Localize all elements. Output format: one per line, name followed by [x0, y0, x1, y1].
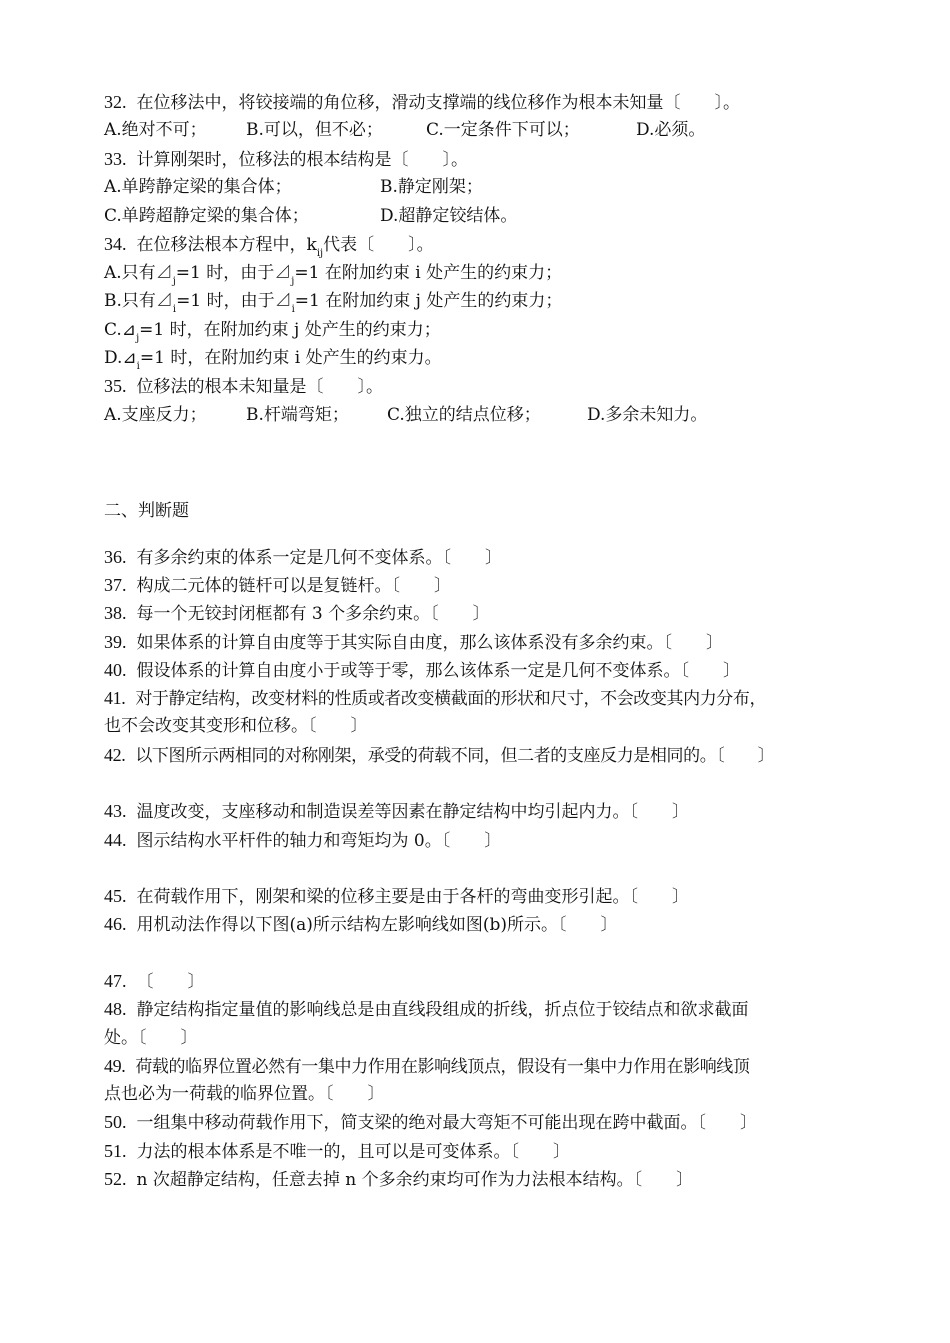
question-number: 38.: [104, 603, 127, 623]
question-43: [104, 797, 689, 825]
question-number: 36.: [104, 547, 127, 567]
question-34: [104, 230, 434, 258]
option-c: C.单跨超静定梁的集合体；: [104, 206, 309, 226]
question-52: [104, 1165, 693, 1193]
option-b: B.可以，但不必；: [246, 120, 383, 140]
section-title: 二、判断题: [104, 501, 189, 521]
subscript: ij: [316, 248, 324, 259]
question-48: [104, 995, 749, 1023]
question-text: 如果体系的计算自由度等于其实际自由度，那么该体系没有多余约束。〔 〕: [136, 633, 723, 653]
option-text: A.只有⊿: [104, 263, 173, 283]
question-32: [104, 88, 740, 116]
question-text: 静定结构指定量值的影响线总是由直线段组成的折线，折点位于铰结点和欲求截面: [136, 1000, 749, 1020]
question-text: 力法的根本体系是不唯一的，且可以是可变体系。〔 〕: [136, 1142, 570, 1162]
question-number: 34.: [104, 234, 127, 254]
question-number: 49.: [104, 1056, 126, 1076]
question-text: 有多余约束的体系一定是几何不变体系。〔 〕: [136, 548, 502, 568]
question-number: 32.: [104, 92, 127, 112]
question-text: 在荷载作用下，刚架和梁的位移主要是由于各杆的弯曲变形引起。〔 〕: [136, 887, 689, 907]
option-text: C.⊿: [104, 320, 137, 340]
question-48-continued: [104, 1024, 198, 1052]
question-36: [104, 543, 502, 571]
question-number: 39.: [104, 632, 127, 652]
option-text: B.只有⊿: [104, 291, 173, 311]
question-41: [104, 684, 766, 712]
option-text: =1 时，由于⊿: [175, 263, 292, 283]
option-a: A.单跨静定梁的集合体；: [104, 177, 292, 197]
question-49-continued: [104, 1080, 385, 1108]
question-number: 42.: [104, 745, 126, 765]
question-text: 也不会改变其变形和位移。〔 〕: [104, 716, 368, 736]
question-text: 〔 〕: [136, 972, 205, 992]
question-number: 50.: [104, 1112, 127, 1132]
question-50: [104, 1108, 757, 1136]
question-51: [104, 1137, 570, 1165]
subscript: i: [291, 304, 295, 315]
question-number: 35.: [104, 376, 127, 396]
question-32-options: [104, 116, 705, 144]
question-33-options-1: [104, 173, 483, 201]
question-45: [104, 882, 689, 910]
question-number: 47.: [104, 971, 127, 991]
option-text: =1 时，由于⊿: [176, 291, 292, 311]
option-d: D.必须。: [636, 120, 706, 140]
question-text: 图示结构水平杆件的轴力和弯矩均为 0。〔 〕: [136, 831, 502, 851]
question-text: 位移法的根本未知量是〔 〕。: [136, 377, 383, 397]
question-text: n 次超静定结构，任意去掉 n 个多余约束均可作为力法根本结构。〔 〕: [136, 1170, 694, 1190]
subscript: j: [136, 333, 140, 344]
question-text: 温度改变，支座移动和制造误差等因素在静定结构中均引起内力。〔 〕: [136, 802, 689, 822]
question-35: [104, 372, 383, 400]
question-35-options: [104, 401, 707, 429]
option-a: A.支座反力；: [104, 405, 207, 425]
question-47: [104, 967, 205, 995]
question-text: 计算刚架时，位移法的根本结构是〔 〕。: [136, 150, 468, 170]
question-text: 构成二元体的链杆可以是复链杆。〔 〕: [136, 576, 451, 596]
option-text: =1 时，在附加约束 j 处产生的约束力；: [139, 320, 441, 340]
subscript: i: [136, 361, 140, 372]
question-text: 一组集中移动荷载作用下，简支梁的绝对最大弯矩不可能出现在跨中截面。〔 〕: [136, 1113, 757, 1133]
question-number: 45.: [104, 886, 127, 906]
question-text: 每一个无铰封闭框都有 3 个多余约束。〔 〕: [136, 604, 490, 624]
question-44: [104, 826, 501, 854]
question-number: 37.: [104, 575, 127, 595]
question-49: [104, 1052, 750, 1080]
question-text-post: 代表〔 〕。: [323, 235, 434, 255]
question-40: [104, 656, 740, 684]
option-text: =1 在附加约束 i 处产生的约束力；: [294, 263, 563, 283]
question-text: 荷载的临界位置必然有一集中力作用在影响线顶点，假设有一集中力作用在影响线顶: [135, 1057, 750, 1077]
option-b: B.杆端弯矩；: [246, 405, 349, 425]
option-a: A.绝对不可；: [104, 120, 207, 140]
option-d: D.超静定铰结体。: [380, 206, 518, 226]
option-text: D.⊿: [104, 348, 137, 368]
question-33-options-2: [104, 202, 517, 230]
question-number: 48.: [104, 999, 127, 1019]
question-37: [104, 571, 451, 599]
question-41-continued: [104, 712, 368, 740]
question-text: 对于静定结构，改变材料的性质或者改变横截面的形状和尺寸，不会改变其内力分布，: [135, 689, 767, 709]
subscript: i: [172, 304, 177, 315]
question-text: 点也必为一荷载的临界位置。〔 〕: [104, 1084, 385, 1104]
question-34-option-a: [104, 259, 562, 287]
question-number: 43.: [104, 801, 127, 821]
question-number: 41.: [104, 688, 126, 708]
question-34-option-d: [104, 344, 442, 372]
question-34-option-c: [104, 316, 441, 344]
question-38: [104, 599, 490, 627]
question-text: 以下图所示两相同的对称刚架，承受的荷载不同，但二者的支座反力是相同的。〔 〕: [135, 746, 775, 766]
option-text: =1 在附加约束 j 处产生的约束力；: [294, 291, 563, 311]
option-c: C.一定条件下可以；: [426, 120, 580, 140]
question-number: 40.: [104, 660, 127, 680]
question-text: 处。〔 〕: [104, 1028, 198, 1048]
option-d: D.多余未知力。: [587, 405, 708, 425]
question-46: [104, 910, 618, 938]
question-text: 假设体系的计算自由度小于或等于零，那么该体系一定是几何不变体系。〔 〕: [136, 661, 740, 681]
question-39: [104, 628, 723, 656]
question-33: [104, 145, 468, 173]
option-c: C.独立的结点位移；: [387, 405, 541, 425]
question-42: [104, 741, 774, 769]
question-number: 51.: [104, 1141, 127, 1161]
question-text: 在位移法中，将铰接端的角位移，滑动支撑端的线位移作为根本未知量〔 〕。: [136, 93, 740, 113]
question-number: 33.: [104, 149, 127, 169]
question-number: 44.: [104, 830, 127, 850]
option-text: =1 时，在附加约束 i 处产生的约束力。: [139, 348, 442, 368]
question-number: 52.: [104, 1169, 127, 1189]
question-text-pre: 在位移法根本方程中，k: [136, 235, 317, 255]
question-34-option-b: [104, 287, 562, 315]
question-text: 用机动法作得以下图(a)所示结构左影响线如图(b)所示。〔 〕: [136, 915, 618, 935]
subscript: j: [172, 276, 176, 287]
subscript: j: [291, 276, 295, 287]
option-b: B.静定刚架；: [380, 177, 483, 197]
question-number: 46.: [104, 914, 127, 934]
